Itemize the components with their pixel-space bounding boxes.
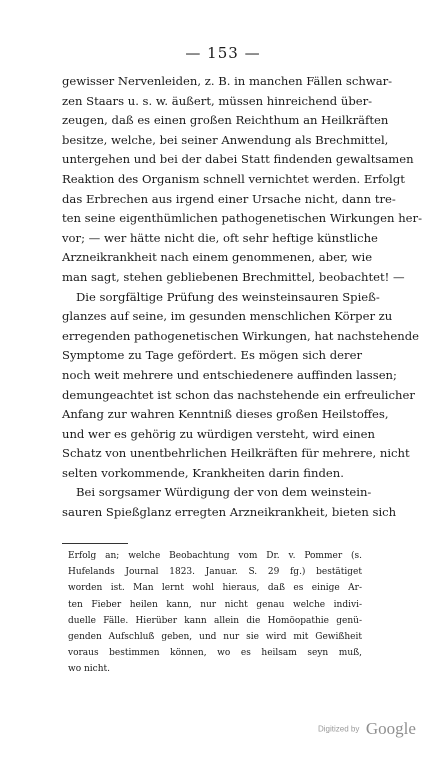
text-line: zen Staars u. s. w. äußert, müssen hinreichend über- xyxy=(62,93,373,108)
text-line: erregenden pathogenetischen Wirkungen, hat nachstehende xyxy=(62,328,419,343)
page-number: — 153 — xyxy=(185,44,261,62)
footnote-line: worden ist. Man lernt wohl hieraus, daß es einige Ar- xyxy=(68,583,362,594)
text-line: noch weit mehrere und entschiedenere auffinden lassen; xyxy=(62,367,397,382)
text-line: man sagt, stehen gebliebenen Brechmittel, beobachtet! — xyxy=(62,269,405,284)
watermark-prefix: Digitized by xyxy=(318,724,360,734)
text-line: zeugen, daß es einen großen Reichthum an Heilkräften xyxy=(62,113,389,128)
text-line: das Erbrechen aus irgend einer Ursache nicht, dann tre- xyxy=(62,191,396,206)
footnote-line: Hufelands Journal 1823. Januar. S. 29 fg.) bestätiget xyxy=(68,567,362,578)
footnote xyxy=(68,548,362,678)
footnote-line: ten Fieber heilen kann, nur nicht genau welche indivi- xyxy=(68,599,362,610)
footnote-line: genden Aufschluß geben, und nur sie wird mit Gewißheit xyxy=(68,631,362,642)
text-line: und wer es gehörig zu würdigen versteht, wird einen xyxy=(62,426,375,441)
text-line: Anfang zur wahren Kenntniß dieses großen Heilstoffes, xyxy=(62,407,389,422)
footnote-divider xyxy=(62,543,128,544)
google-logo: Google xyxy=(365,719,416,738)
footnote-line: voraus bestimmen können, wo es heilsam seyn muß, xyxy=(68,648,362,659)
text-line: Schatz von unentbehrlichen Heilkräften für mehrere, nicht xyxy=(62,446,410,461)
footnote-line: wo nicht. xyxy=(68,664,110,675)
text-line: Bei sorgsamer Würdigung der von dem weinstein- xyxy=(76,485,372,500)
text-line: ten seine eigenthümlichen pathogenetischen Wirkungen her- xyxy=(62,211,422,226)
text-line: selten vorkommende, Krankheiten darin finden. xyxy=(62,465,344,480)
text-line: Die sorgfältige Prüfung des weinsteinsauren Spieß- xyxy=(76,289,380,304)
main-text xyxy=(62,72,422,523)
digitized-watermark xyxy=(318,719,416,739)
footnote-line: duelle Fälle. Hierüber kann allein die Homöopathie genü- xyxy=(68,615,362,626)
text-line: glanzes auf seine, im gesunden menschlichen Körper zu xyxy=(62,309,393,324)
text-line: Symptome zu Tage gefördert. Es mögen sich derer xyxy=(62,348,362,363)
text-line: demungeachtet ist schon das nachstehende ein erfreulicher xyxy=(62,387,415,402)
text-line: vor; — wer hätte nicht die, oft sehr heftige künstliche xyxy=(62,230,378,245)
text-line: sauren Spießglanz erregten Arzneikrankheit, bieten sich xyxy=(62,505,397,520)
text-line: Arzneikrankheit nach einem genommenen, aber, wie xyxy=(62,250,373,265)
footnote-line: Erfolg an; welche Beobachtung vom Dr. v. Pommer (s. xyxy=(68,551,362,561)
text-line: besitze, welche, bei seiner Anwendung als Brechmittel, xyxy=(62,132,389,147)
text-line: Reaktion des Organism schnell vernichtet werden. Erfolgt xyxy=(62,171,405,186)
text-line: untergehen und bei der dabei Statt findenden gewaltsamen xyxy=(62,152,414,167)
text-line: gewisser Nervenleiden, z. B. in manchen Fällen schwar- xyxy=(62,74,393,88)
